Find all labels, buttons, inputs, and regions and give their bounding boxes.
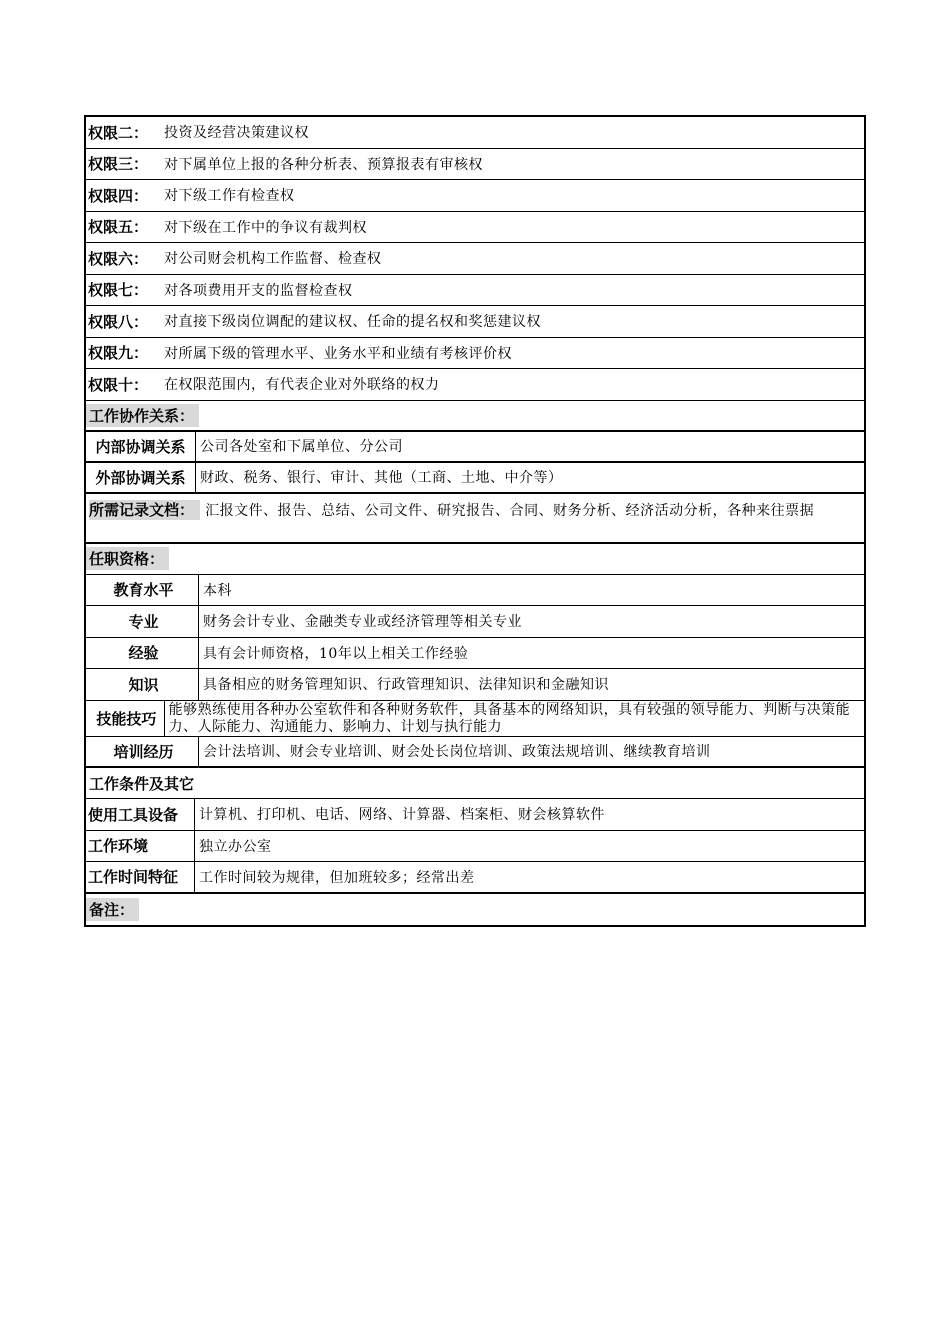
condition-value: 工作时间较为规律，但加班较多；经常出差	[199, 869, 475, 886]
qualification-value: 具备相应的财务管理知识、行政管理知识、法律知识和金融知识	[203, 677, 609, 694]
authority-text: 对下属单位上报的各种分析表、预算报表有审核权	[164, 156, 483, 173]
qualification-value: 本科	[203, 582, 232, 599]
authority-label: 权限九：	[88, 344, 149, 363]
authority-row	[86, 117, 864, 149]
authority-text: 对下级在工作中的争议有裁判权	[164, 219, 367, 236]
internal-relation-label: 内部协调关系	[86, 432, 196, 461]
authority-text: 对下级工作有检查权	[164, 188, 295, 205]
authority-row	[86, 212, 864, 244]
authority-text: 对各项费用开支的监督检查权	[164, 282, 353, 299]
qualification-row	[86, 638, 864, 670]
authority-text: 在权限范围内，有代表企业对外联络的权力	[164, 377, 440, 394]
authority-row	[86, 338, 864, 370]
authority-label: 权限五：	[88, 218, 149, 237]
condition-row	[86, 862, 864, 894]
external-relation-value: 财政、税务、银行、审计、其他（工商、土地、中介等）	[200, 470, 563, 486]
qualification-label: 专业	[89, 606, 199, 637]
collaboration-section-header	[86, 401, 864, 432]
authority-row	[86, 369, 864, 401]
authority-text: 投资及经营决策建议权	[164, 125, 309, 142]
records-label: 所需记录文档：	[89, 500, 200, 520]
qualification-row	[86, 575, 864, 607]
qualification-label: 经验	[89, 638, 199, 669]
qualification-row	[86, 669, 864, 701]
condition-label: 工作时间特征	[86, 862, 195, 892]
authority-text: 对公司财会机构工作监督、检查权	[164, 251, 382, 268]
qualification-label: 知识	[89, 669, 199, 700]
qualification-value: 能够熟练使用各种办公室软件和各种财务软件，具备基本的网络知识，具有较强的领导能力、判断与决策能力、人际能力、沟通能力、影响力、计划与执行能力	[168, 701, 851, 735]
condition-row	[86, 799, 864, 831]
authority-text: 对所属下级的管理水平、业务水平和业绩有考核评价权	[164, 345, 512, 362]
authority-label: 权限七：	[88, 281, 149, 300]
external-relation-row	[86, 463, 864, 494]
authority-label: 权限三：	[88, 155, 149, 174]
authority-row	[86, 149, 864, 181]
qualification-label: 技能技巧	[89, 701, 165, 736]
qualification-row	[86, 701, 864, 737]
authority-row	[86, 243, 864, 275]
section-title: 工作协作关系：	[86, 404, 199, 427]
qualifications-section-header	[86, 544, 864, 575]
authority-label: 权限四：	[88, 186, 149, 205]
qualification-row	[86, 606, 864, 638]
qualification-row	[86, 737, 864, 769]
qualification-label: 教育水平	[89, 575, 199, 606]
section-title: 任职资格：	[86, 547, 169, 570]
authority-text: 对直接下级岗位调配的建议权、任命的提名权和奖惩建议权	[164, 314, 541, 331]
authority-label: 权限十：	[88, 375, 149, 394]
notes-row	[86, 894, 864, 925]
authority-label: 权限二：	[88, 123, 149, 142]
conditions-section-header	[86, 768, 864, 799]
qualification-value: 财务会计专业、金融类专业或经济管理等相关专业	[203, 614, 522, 631]
job-description-table	[84, 115, 866, 927]
condition-label: 工作环境	[86, 831, 195, 862]
condition-value: 计算机、打印机、电话、网络、计算器、档案柜、财会核算软件	[199, 807, 605, 824]
records-value: 汇报文件、报告、总结、公司文件、研究报告、合同、财务分析、经济活动分析，各种来往票据	[205, 502, 815, 519]
authority-row	[86, 275, 864, 307]
authority-label: 权限八：	[88, 312, 149, 331]
authority-row	[86, 180, 864, 212]
section-title: 工作条件及其它	[89, 774, 195, 793]
records-row	[86, 494, 864, 544]
condition-value: 独立办公室	[199, 838, 272, 855]
external-relation-label: 外部协调关系	[86, 463, 196, 492]
internal-relation-row	[86, 432, 864, 463]
authority-row	[86, 306, 864, 338]
condition-label: 使用工具设备	[86, 799, 195, 830]
internal-relation-value: 公司各处室和下属单位、分公司	[200, 439, 403, 455]
notes-label: 备注：	[86, 898, 139, 921]
condition-row	[86, 831, 864, 863]
qualification-value: 具有会计师资格，10年以上相关工作经验	[203, 645, 469, 662]
authority-label: 权限六：	[88, 249, 149, 268]
qualification-label: 培训经历	[89, 737, 199, 767]
qualification-value: 会计法培训、财会专业培训、财会处长岗位培训、政策法规培训、继续教育培训	[203, 744, 711, 761]
